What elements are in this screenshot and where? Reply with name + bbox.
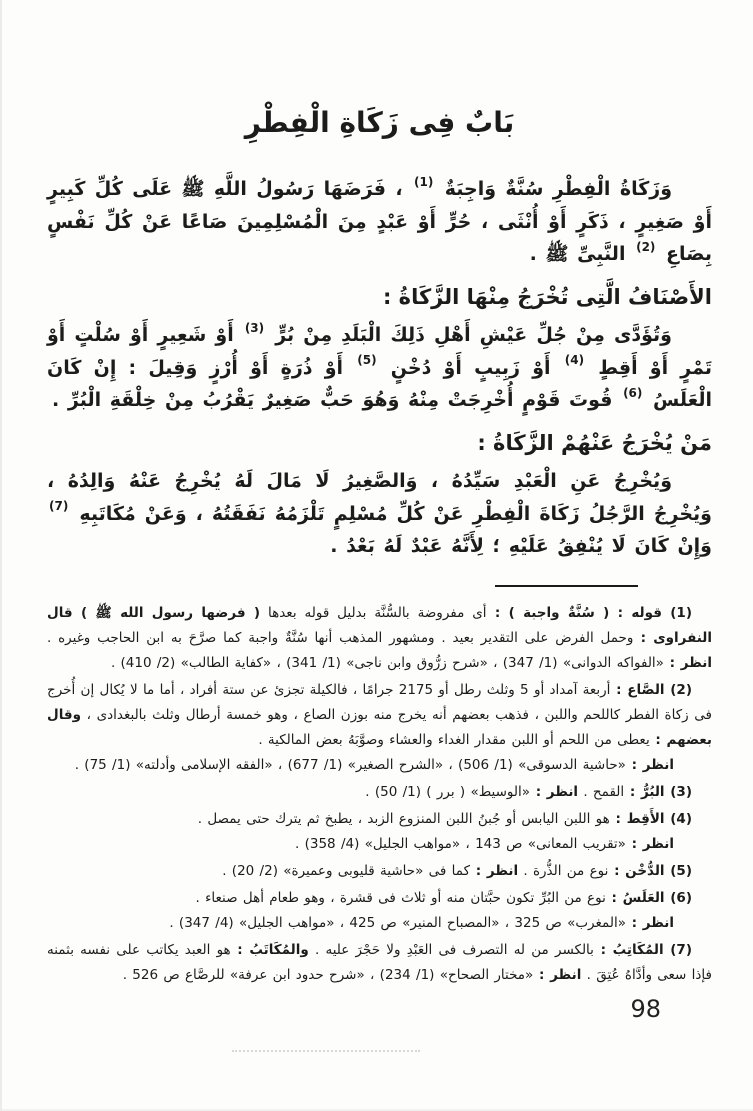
footnote-2-text: (2) الصَّاع : أربعة آمداد أو 5 وثلث رطل أو 2175 جرامًا ، فالكيلة تجزئ عن ستة أفراد ، أما ما لا يُكال إن أُخرج فى زكاة الفطر كاللحم واللبن ، فذهب بعضهم أنه يخرج منه بوزن الصاع ، وهو خمسة أرطال وثلث بالبغدادى ، وقال بعضهم : يعطى من اللحم أو اللبن مقدار الغداء والعشاء وصوَّبَهُ بعض المالكية . [47,681,712,748]
footnote-2-references: انظر : «حاشية الدسوقى» (1/ 506) ، «الشرح الصغير» (1/ 677) ، «الفقه الإسلامى وأدلته» (1/ 75) . [74,756,674,773]
paragraph-who-paid-for: وَيُخْرِجُ عَنِ الْعَبْدِ سَيِّدُهُ ، وَالصَّغِيرُ لَا مَالَ لَهُ يُخْرِجُ عَنْهُ وَالِدُهُ ، وَيُخْرِجُ الرَّجُلُ زَكَاةَ الْفِطْرِ عَنْ كُلِّ مُسْلِمٍ تَلْزَمُهُ نَفَقَتُهُ ، وَعَنْ مُكَاتَبِهِ $^{(7)}$ وَإِنْ كَانَ لَا يُنْفِقُ عَلَيْهِ ؛ لِأَنَّهُ عَبْدٌ لَهُ بَعْدُ . [47,470,712,558]
footnote-4-references: انظر : «تقريب المعانى» ص 143 ، «مواهب الجليل» (4/ 358) . [295,835,674,852]
footnote-ref-marker: (6) [623,386,643,401]
page-number: 98 [630,995,661,1023]
footnote-3 [47,780,712,805]
footnote-1-text: (1) قوله : ( سُنَّةٌ واجبة ) : أى مفروضة بالسُّنَّة بدليل قوله بعدها ( فرضها رسول الله ﷺ ) قال النفراوى : وحمل الفرض على التقدير بعيد . ومشهور المذهب أنها سُنَّةٌ واجبة كما صرَّحَ به ابن الحاجب وغيره . انظر : «الفواكه الدوانى» (1/ 347) ، «شرح زرُّوق وابن ناجى» (1/ 341) ، «كفاية الطالب» (2/ 410) . [47,605,712,671]
scan-speckle-artifact [232,1050,420,1052]
footnote-4-text: (4) الأَقِط : هو اللبن اليابس أو جُبنُ اللبن المنزوع الزبد ، يطبخ ثم يترك حتى يمصل . [197,810,692,827]
footnote-5 [47,859,712,884]
footnote-6-references: انظر : «المغرب» ص 325 ، «المصباح المنير» ص 425 ، «مواهب الجليل» (4/ 347) . [169,914,674,931]
footnote-5-text: (5) الدُّخْن : نوع من الذُّرة . انظر : كما فى «حاشية قليوبى وعميرة» (2/ 20) . [222,862,692,879]
footnote-6 [47,886,712,936]
footnote-ref-marker: (1) [414,174,434,189]
footnote-ref-marker: (7) [49,499,69,514]
paragraph-zakat-obligation: وَزَكَاةُ الْفِطْرِ سُنَّةٌ وَاجِبَةٌ $^{(1)}$ ، فَرَضَهَا رَسُولُ اللَّهِ ﷺ عَلَى كُلِّ كَبِيرٍ أَوْ صَغِيرٍ ، ذَكَرٍ أَوْ أُنْثَى ، حُرٍّ أَوْ عَبْدٍ مِنَ الْمُسْلِمِينَ صَاعًا عَنْ كُلِّ نَفْسٍ بِصَاعِ $^{(2)}$ النَّبِىِّ ﷺ . [47,174,712,266]
footnote-1 [47,601,712,676]
section-heading-who-paid-for: مَنْ يُخْرَجُ عَنْهُمْ الزَّكَاةُ : [477,431,712,456]
footnote-6-text: (6) العَلَسُ : نوع من البُرِّ تكون حبَّتان منه أو ثلاث فى قشرة ، وهو طعام أهل صنعاء . [195,889,692,906]
footnote-7 [47,938,712,988]
footnote-3-text: (3) البُرُّ : القمح . انظر : «الوسيط» ( برر ) (1/ 50) . [365,783,692,800]
footnote-ref-marker: (2) [636,240,656,255]
footnote-ref-marker: (3) [244,320,265,335]
chapter-title: بَابٌ فِى زَكَاةِ الْفِطْرِ [244,106,515,139]
footnote-7-text: (7) المُكَاتِبُ : بالكسر من له التصرف فى العَبْدِ ولا حَجْرَ عليه . والمُكَاتَبُ : هو العبد يكاتب على نفسه بثمنه فإذا سعى وأدَّاهُ عُتِقَ . انظر : «مختار الصحاح» (1/ 234) ، «شرح حدود ابن عرفة» للرصَّاع ص 526 . [47,941,712,983]
footnote-ref-marker: (5) [357,353,377,368]
footnote-4 [47,807,712,857]
paragraph-categories: وَتُؤَدَّى مِنْ جُلِّ عَيْشِ أَهْلِ ذَلِكَ الْبَلَدِ مِنْ بُرٍّ $^{(3)}$ أَوْ شَعِيرٍ أَوْ سُلْتٍ أَوْ تَمْرٍ أَوْ أَقِطٍ $^{(4)}$ أَوْ زَبِيبٍ أَوْ دُخْنٍ $^{(5)}$ أَوْ ذُرَةٍ أَوْ أُرْزٍ وَقِيلَ : إِنْ كَانَ الْعَلَسُ $^{(6)}$ قُوتَ قَوْمٍ أُخْرِجَتْ مِنْهُ وَهُوَ حَبٌّ صَغِيرٌ يَقْرُبُ مِنْ خِلْقَةِ الْبُرِّ . [47,320,712,412]
footnote-2 [47,678,712,778]
footnotes-section [47,601,712,988]
footnote-ref-marker: (4) [564,353,585,368]
footnote-separator-rule [495,585,638,587]
page-content [47,92,712,990]
section-heading-categories: الأَصْنَافُ الَّتِى تُخْرَجُ مِنْهَا الزَّكَاةُ : [382,285,712,310]
